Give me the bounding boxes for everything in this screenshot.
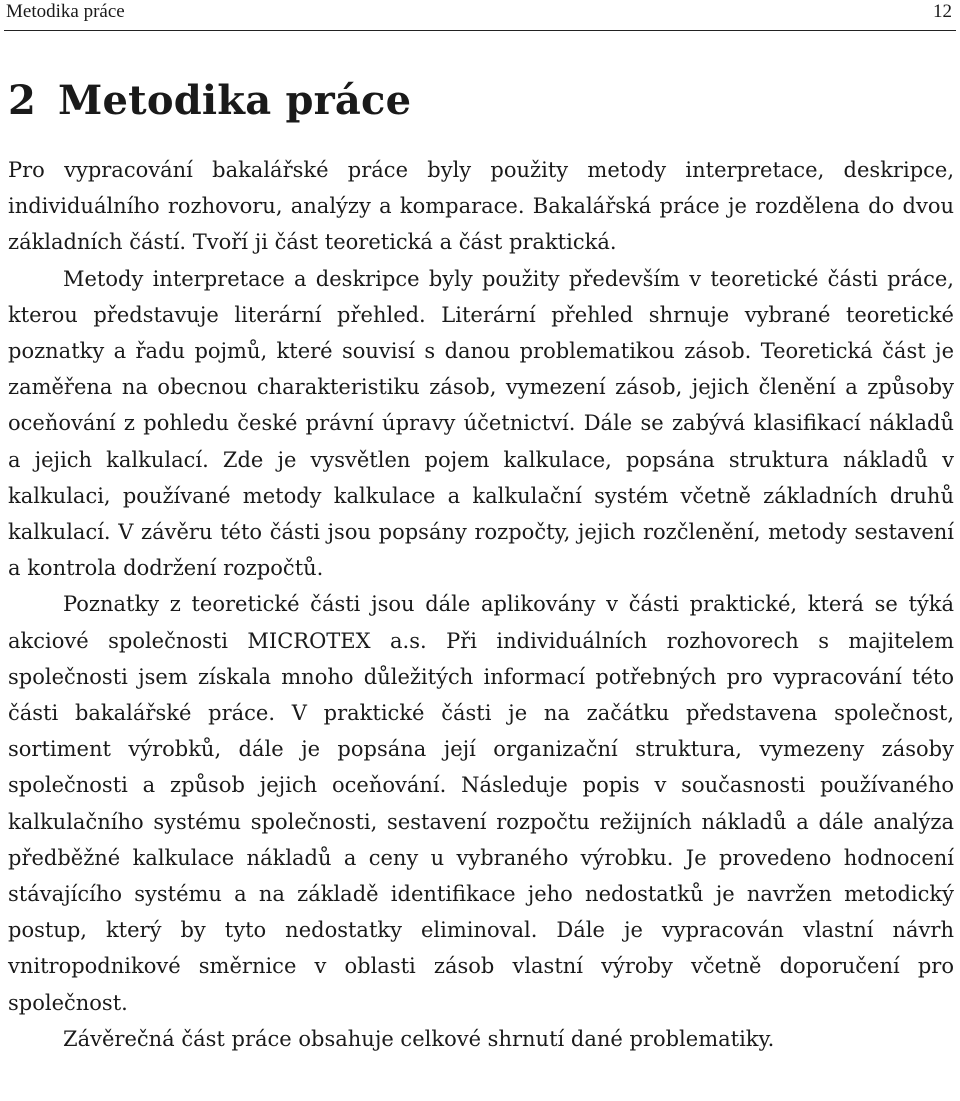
running-header [4,0,956,31]
body-text [8,152,954,1057]
chapter-heading [8,76,411,126]
paragraph-theory: Metody interpretace a deskripce byly použity především v teoretické části práce, kterou představuje literární přehled. Literární přehled shrnuje vybrané teoretické poznatky a řadu pojmů, které souvisí s danou problematikou zásob. Teoretická část je zaměřena na obecnou charakteristiku zásob, vymezení zásob, jejich členění a způsoby oceňování z pohledu české právní úpravy účetnictví. Dále se zabývá klasifikací nákladů a jejich kalkulací. Zde je vysvětlen pojem kalkulace, popsána struktura nákladů v kalkulaci, používané metody kalkulace a kalkulační systém včetně základních druhů kalkulací. V závěru této části jsou popsány rozpočty, jejich rozčlenění, metody sestavení a kontrola dodržení rozpočtů. [8,266,954,581]
paragraph-practice: Poznatky z teoretické části jsou dále aplikovány v části praktické, která se týká akciové společnosti MICROTEX a.s. Při individuálních rozhovorech s majitelem společnosti jsem získala mnoho důležitých informací potřebných pro vypracování této části bakalářské práce. V praktické části je na začátku představena společnost, sortiment výrobků, dále je popsána její organizační struktura, vymezeny zásoby společnosti a způsob jejich oceňování. Následuje popis v současnosti používaného kalkulačního systému společnosti, sestavení rozpočtu režijních nákladů a dále analýza předběžné kalkulace nákladů a ceny u vybraného výrobku. Je provedeno hodnocení stávajícího systému a na základě identifikace jeho nedostatků je navržen metodický postup, který by tyto nedostatky eliminoval. Dále je vypracován vlastní návrh vnitropodnikové směrnice v oblasti zásob vlastní výroby včetně doporučení pro společnost. [8,592,954,1015]
chapter-title: Metodika práce [58,77,412,124]
page-number: 12 [933,1,952,22]
paragraph-conclusion: Závěrečná část práce obsahuje celkové shrnutí dané problematiky. [63,1026,775,1051]
chapter-number: 2 [8,77,37,124]
paragraph-methods: Pro vypracování bakalářské práce byly použity metody interpretace, deskripce, individuálního rozhovoru, analýzy a komparace. Bakalářská práce je rozdělena do dvou základních částí. Tvoří ji část teoretická a část praktická. [8,158,954,255]
running-title: Metodika práce [6,1,125,22]
